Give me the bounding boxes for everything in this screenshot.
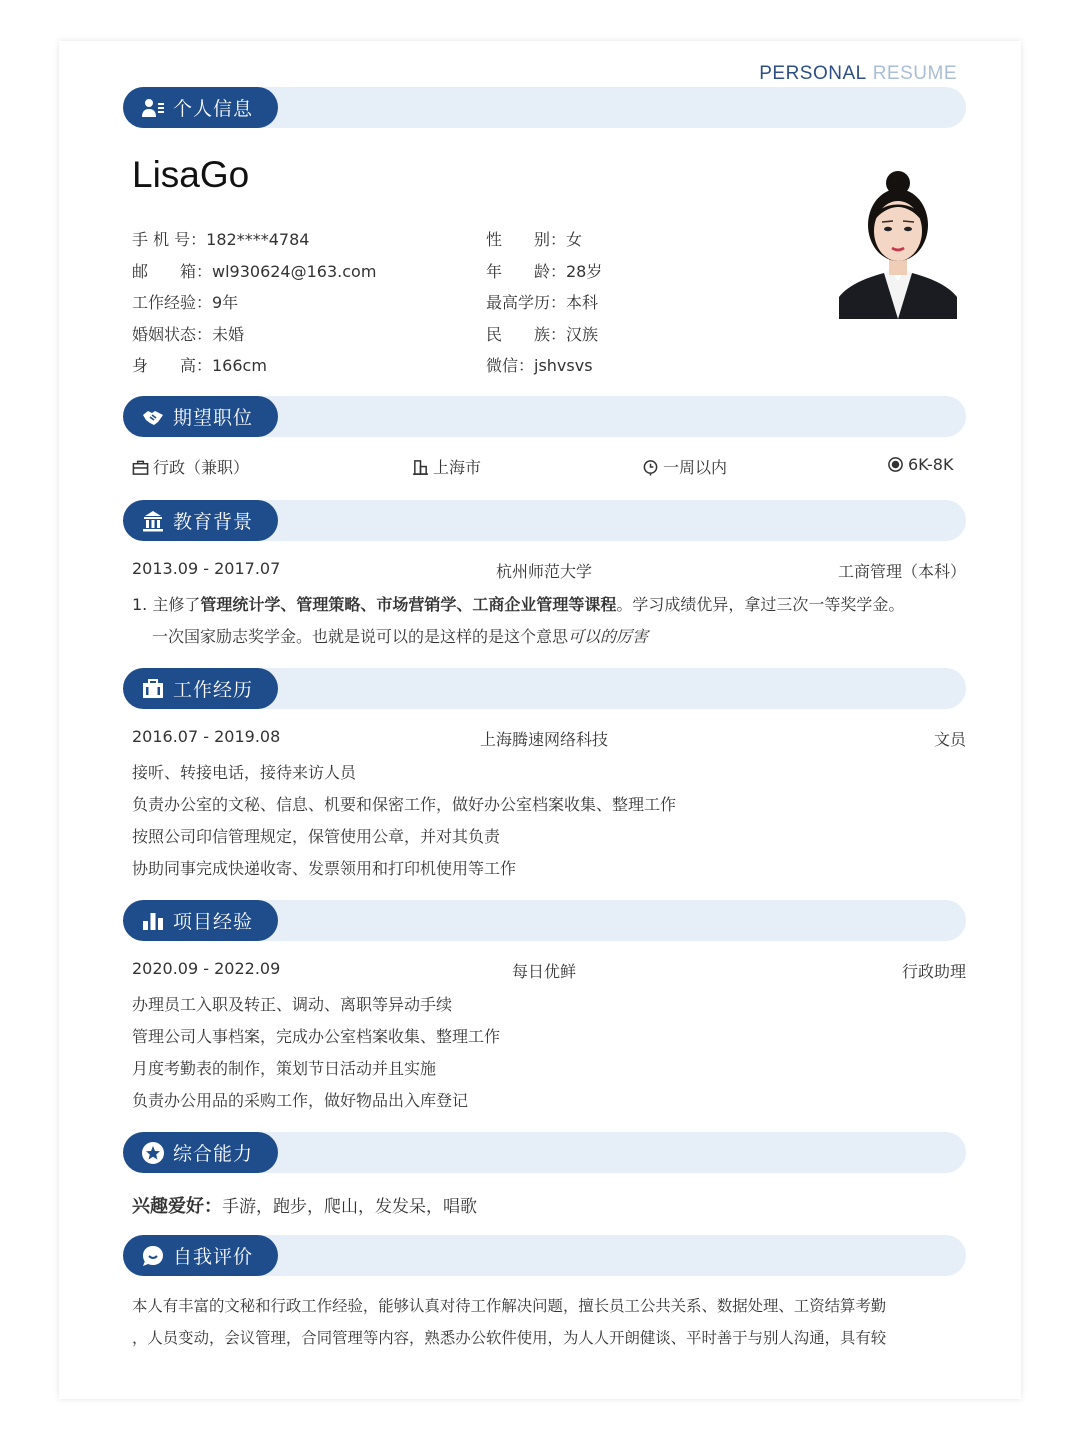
- education-desc-line2: [152, 624, 648, 647]
- section-title: 工作经历: [173, 679, 254, 701]
- school-icon: [141, 509, 165, 533]
- project-role: 行政助理: [901, 962, 966, 981]
- section-title: 教育背景: [173, 511, 254, 533]
- section-header-self: [123, 1235, 966, 1276]
- section-header-personal: [123, 87, 966, 128]
- section-header-expect: [123, 396, 966, 437]
- project-item: 月度考勤表的制作，策划节日活动并且实施: [132, 1059, 437, 1078]
- education-desc-text: 一次国家励志奖学金。也就是说可以的是这样的是这个意思: [152, 627, 569, 646]
- info-age: 年 龄：28岁: [486, 262, 603, 281]
- info-gender: 性 别：女: [486, 230, 583, 249]
- expect-time: [642, 455, 727, 478]
- section-pill: [123, 1132, 278, 1173]
- education-desc-suffix: 。学习成绩优异，拿过三次一等奖学金。: [616, 595, 905, 614]
- work-item: 接听、转接电话，接待来访人员: [132, 763, 357, 782]
- info-email: 邮 箱：wl930624@163.com: [132, 262, 377, 281]
- ability-hobbies: [132, 1192, 477, 1218]
- brand-heading: [759, 63, 957, 85]
- education-desc-italic: 可以的厉害: [568, 627, 649, 646]
- project-item: 管理公司人事档案，完成办公室档案收集、整理工作: [132, 1027, 501, 1046]
- expect-salary: [887, 455, 953, 474]
- info-marital: 婚姻状态：未婚: [132, 325, 245, 344]
- section-pill: [123, 396, 278, 437]
- ability-label: 兴趣爱好：: [132, 1196, 222, 1217]
- education-desc-bold: 管理统计学、管理策略、市场营销学、工商企业管理等课程: [200, 595, 617, 614]
- project-item: 负责办公用品的采购工作，做好物品出入库登记: [132, 1091, 469, 1110]
- section-pill: [123, 500, 278, 541]
- info-phone: 手 机 号：182****4784: [132, 230, 310, 249]
- briefcase-outline-icon: [132, 459, 149, 476]
- info-experience: 工作经验：9年: [132, 293, 239, 312]
- expect-city: [412, 455, 481, 478]
- section-title: 综合能力: [173, 1143, 254, 1165]
- section-pill: [123, 900, 278, 941]
- briefcase-icon: [141, 677, 165, 701]
- ability-value: 手游，跑步，爬山，发发呆，唱歌: [222, 1197, 477, 1217]
- section-title: 期望职位: [173, 407, 254, 429]
- education-desc-prefix: 1. 主修了: [132, 595, 201, 614]
- info-height: 身 高：166cm: [132, 356, 267, 375]
- education-period: 2013.09 - 2017.07: [132, 559, 281, 578]
- self-eval-line1: 本人有丰富的文秘和行政工作经验，能够认真对待工作解决问题，擅长员工公共关系、数据处理、工资结算考勤: [132, 1297, 887, 1315]
- work-company: 上海腾速网络科技: [479, 730, 608, 749]
- work-role: 文员: [933, 730, 966, 749]
- resume-page: [59, 41, 1021, 1399]
- chat-icon: [141, 1244, 165, 1268]
- self-eval-line2: ，人员变动，会议管理，合同管理等内容，熟悉办公软件使用，为人人开朗健谈、平时善于与别人沟通，具有较: [132, 1329, 887, 1347]
- info-degree: 最高学历：本科: [486, 293, 599, 312]
- profile-photo: [839, 169, 957, 319]
- info-wechat: 微信：jshvsvs: [486, 356, 593, 375]
- work-item: 负责办公室的文秘、信息、机要和保密工作，做好办公室档案收集、整理工作: [132, 795, 677, 814]
- building-icon: [412, 459, 429, 476]
- project-item: 办理员工入职及转正、调动、离职等异动手续: [132, 995, 453, 1014]
- work-item: 按照公司印信管理规定，保管使用公章，并对其负责: [132, 827, 501, 846]
- section-header-ability: [123, 1132, 966, 1173]
- expect-job: [132, 455, 249, 478]
- section-title: 项目经验: [173, 911, 254, 933]
- expect-salary-text: 6K-8K: [908, 455, 954, 474]
- handshake-icon: [141, 405, 165, 429]
- project-period: 2020.09 - 2022.09: [132, 959, 281, 978]
- section-header-education: [123, 500, 966, 541]
- brand-word-resume: RESUME: [872, 63, 957, 84]
- bar-chart-icon: [141, 909, 165, 933]
- education-major: 工商管理（本科）: [837, 562, 966, 581]
- coin-icon: [887, 456, 904, 473]
- star-icon: [141, 1141, 165, 1165]
- expect-time-text: 一周以内: [663, 458, 728, 477]
- education-desc-line1: [132, 592, 904, 615]
- section-title: 个人信息: [173, 98, 254, 120]
- work-period: 2016.07 - 2019.08: [132, 727, 281, 746]
- section-pill: [123, 87, 278, 128]
- section-pill: [123, 668, 278, 709]
- info-ethnicity: 民 族：汉族: [486, 325, 599, 344]
- expect-job-text: 行政（兼职）: [153, 458, 250, 477]
- user-icon: [141, 96, 165, 120]
- clock-icon: [642, 459, 659, 476]
- expect-city-text: 上海市: [433, 458, 482, 477]
- section-pill: [123, 1235, 278, 1276]
- education-school: 杭州师范大学: [495, 562, 592, 581]
- work-item: 协助同事完成快递收寄、发票领用和打印机使用等工作: [132, 859, 517, 878]
- candidate-name: LisaGo: [132, 154, 250, 195]
- brand-word-personal: PERSONAL: [759, 63, 867, 84]
- section-header-project: [123, 900, 966, 941]
- project-name: 每日优鲜: [511, 962, 576, 981]
- section-header-work: [123, 668, 966, 709]
- section-title: 自我评价: [173, 1246, 254, 1268]
